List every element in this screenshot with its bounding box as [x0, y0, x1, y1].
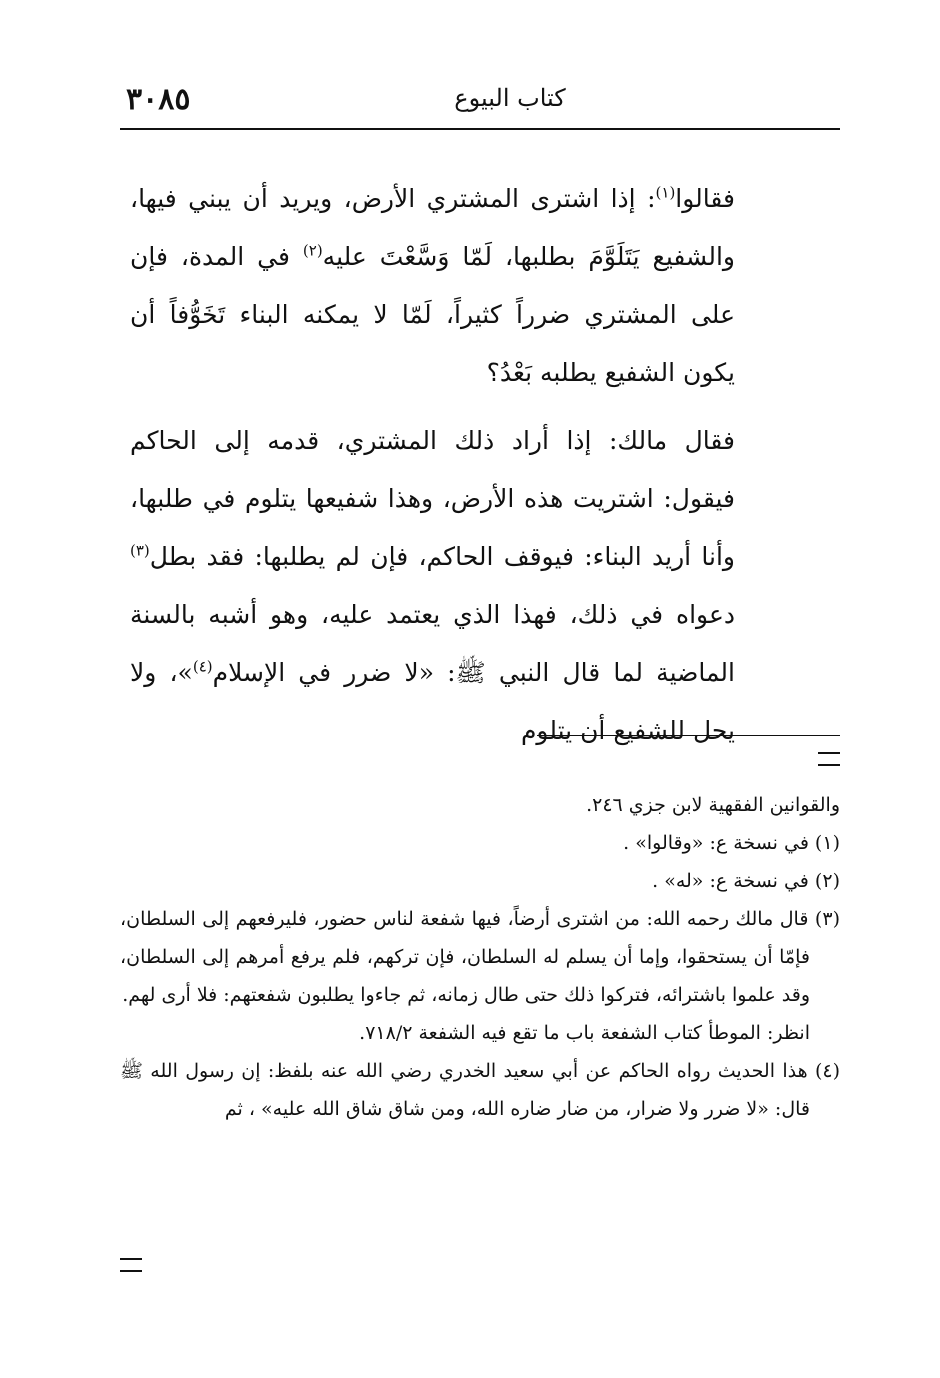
p2-text-1: فقال مالك: إذا أراد ذلك المشتري، قدمه إلى الحاكم فيقول: اشتريت هذه الأرض، وهذا شفيعها يتلوم في طلبها، وأنا أريد البناء: فيوقف الحاكم، فإن لم يطلبها: فقد بطل	[130, 426, 735, 571]
footnotes	[120, 786, 840, 1128]
p2-text-3: »، ولا يحل للشفيع أن يتلوم	[130, 658, 735, 745]
page-header	[120, 82, 840, 128]
p1-text-1: فقالوا	[675, 184, 735, 213]
header-rule	[120, 128, 840, 130]
footnote-3-reference: انظر: الموطأ كتاب الشفعة باب ما تقع فيه الشفعة ٧١٨/٢.	[359, 1022, 810, 1044]
p1-text-2: : إذا اشترى المشتري الأرض، ويريد أن يبني فيها، والشفيع يَتَلَوَّمَ بطلبها، لَمّا وَسَّعْتَ عليه	[130, 184, 735, 271]
continuation-mark-bottom	[120, 1258, 142, 1272]
footnote-ref-1: (١)	[655, 183, 676, 202]
p1-text-3: في المدة، فإن على المشتري ضرراً كثيراً، لَمّا لا يمكنه البناء تَخَوُّفاً أن يكون الشفيع يطلبه بَعْدُ؟	[130, 242, 735, 387]
footnote-continued: والقوانين الفقهية لابن جزي ٢٤٦.	[586, 794, 840, 816]
footnote-ref-3: (٣)	[130, 541, 150, 560]
paragraph-2	[130, 412, 735, 760]
main-text	[130, 170, 735, 760]
footnote-1: (١) في نسخة ع: «وقالوا» .	[623, 832, 840, 854]
page-number: ٣٠٨٥	[126, 82, 191, 117]
footnote-2: (٢) في نسخة ع: «له» .	[652, 870, 840, 892]
footnote-ref-4: (٤)	[192, 657, 213, 676]
p2-text-2: دعواه في ذلك، فهذا الذي يعتمد عليه، وهو أشبه بالسنة الماضية لما قال النبي ﷺ: «لا ضرر في الإسلام	[130, 600, 735, 687]
footnote-4: (٤) هذا الحديث رواه الحاكم عن أبي سعيد الخدري رضي الله عنه بلفظ: إن رسول الله ﷺ قال: «لا ضرر ولا ضرار، من ضار ضاره الله، ومن شاق شاق الله عليه» ، ثم	[120, 1060, 840, 1120]
footnote-3: (٣) قال مالك رحمه الله: من اشترى أرضاً، فيها شفعة لناس حضور، فليرفعهم إلى السلطان، فإمّا أن يستحقوا، وإما أن يسلم له السلطان، فإن تركهم، فلم يرفع أمرهم إلى السلطان، وقد علموا باشترائه، فتركوا ذلك حتى طال زمانه، ثم جاءوا يطلبون شفعتهم: فلا أرى لهم.	[120, 908, 840, 1006]
continuation-mark-top	[818, 752, 840, 766]
footnote-ref-2: (٢)	[302, 241, 323, 260]
book-title: كتاب البيوع	[454, 84, 566, 112]
paragraph-1	[130, 170, 735, 402]
footnote-separator	[537, 735, 840, 736]
